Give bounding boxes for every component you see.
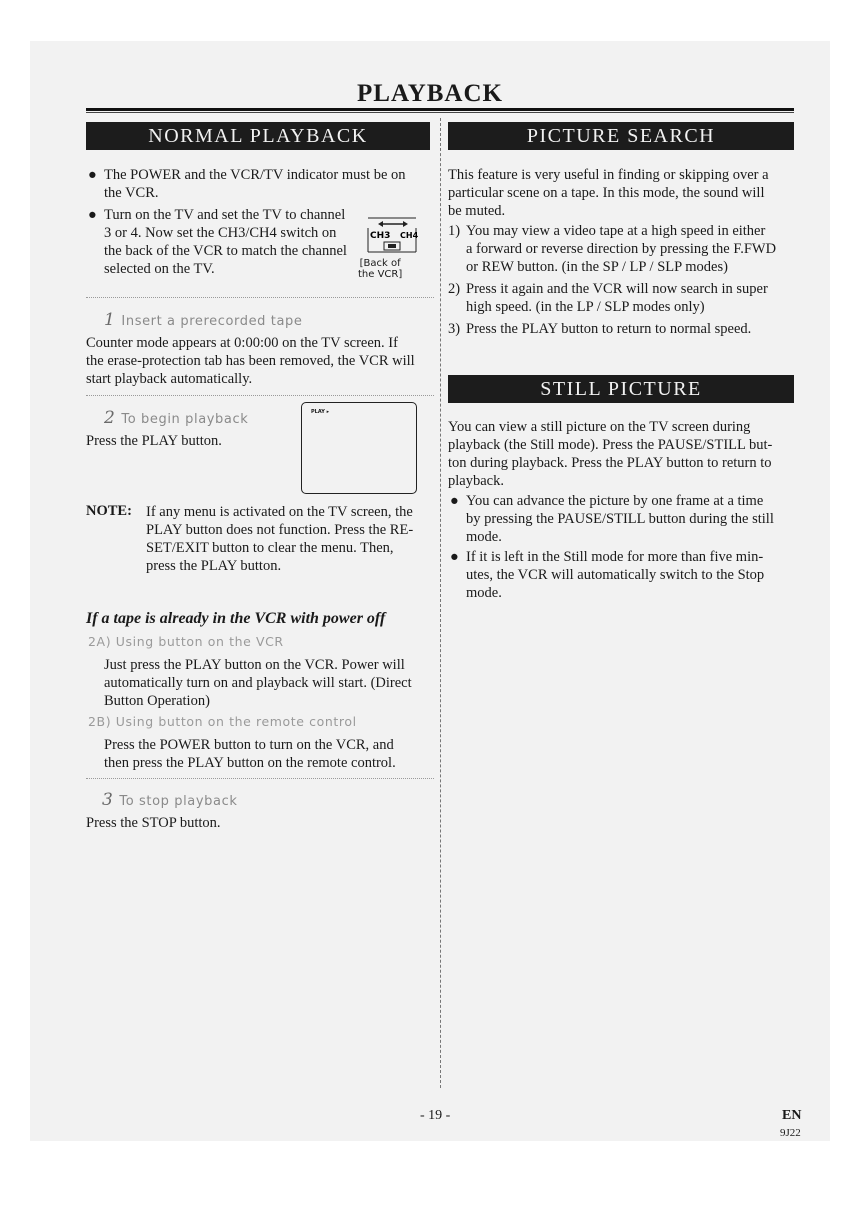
normal-playback-header: NORMAL PLAYBACK bbox=[86, 122, 430, 150]
list-item: 3) Press the PLAY button to return to normal speed. bbox=[448, 321, 752, 337]
step-2-text: Press the PLAY button. bbox=[86, 433, 222, 449]
list-item: ● If it is left in the Still mode for more than five min- utes, the VCR will automatically switch to the Stop mode. bbox=[450, 549, 765, 601]
substep-2b-heading: 2B) Using button on the remote control bbox=[88, 714, 357, 729]
list-item: ● The POWER and the VCR/TV indicator must be on the VCR. bbox=[88, 167, 406, 201]
list-item: 2) Press it again and the VCR will now search in super high speed. (in the LP / SLP modes only) bbox=[448, 281, 768, 315]
substep-2a-text: Just press the PLAY button on the VCR. Power will automatically turn on and playback will start. (Direct Button Operation) bbox=[104, 657, 412, 709]
power-off-heading: If a tape is already in the VCR with power off bbox=[86, 610, 386, 627]
still-picture-intro: You can view a still picture on the TV screen during playback (the Still mode). Press the PAUSE/STILL but- ton during playback. Press the PLAY button to return to playback. bbox=[448, 419, 773, 489]
bullet-icon: ● bbox=[88, 167, 97, 183]
note-text: If any menu is activated on the TV screen, the PLAY button does not function. Press the RE- SET/EXIT button to clear the menu. Then, press the PLAY button. bbox=[146, 504, 414, 574]
dotted-divider bbox=[86, 778, 434, 779]
bullet-icon: ● bbox=[450, 549, 459, 565]
bullet-icon: ● bbox=[88, 207, 97, 223]
ch4-label: CH4 bbox=[400, 231, 418, 240]
step-1-heading: 1 Insert a prerecorded tape bbox=[104, 310, 303, 330]
step-3-heading: 3 To stop playback bbox=[102, 790, 238, 810]
title-rule bbox=[86, 108, 794, 111]
substep-2a-heading: 2A) Using button on the VCR bbox=[88, 634, 284, 649]
language-code: EN bbox=[782, 1108, 802, 1123]
list-item: 1) You may view a video tape at a high speed in either a forward or reverse direction by pressing the F.FWD or REW button. (in the SP / LP / SLP modes) bbox=[448, 223, 777, 275]
bullet-icon: ● bbox=[450, 493, 459, 509]
column-divider bbox=[440, 118, 441, 1088]
substep-2b-text: Press the POWER button to turn on the VCR, and then press the PLAY button on the remote control. bbox=[104, 737, 396, 771]
dotted-divider bbox=[86, 395, 434, 396]
ch3-label: CH3 bbox=[370, 231, 391, 241]
picture-search-intro: This feature is very useful in finding or skipping over a particular scene on a tape. In this mode, the sound will be muted. bbox=[448, 167, 769, 219]
note-label: NOTE: bbox=[86, 503, 132, 519]
dotted-divider bbox=[86, 297, 434, 298]
tv-screen-illustration bbox=[301, 402, 417, 494]
picture-search-header: PICTURE SEARCH bbox=[448, 122, 794, 150]
list-item: ● You can advance the picture by one frame at a time by pressing the PAUSE/STILL button during the still mode. bbox=[450, 493, 774, 545]
document-code: 9J22 bbox=[780, 1127, 801, 1139]
title-rule-thin bbox=[86, 112, 794, 113]
tv-screen-label: PLAY ▸ bbox=[311, 409, 330, 415]
step-2-heading: 2 To begin playback bbox=[104, 408, 249, 428]
ch3-ch4-switch-diagram bbox=[366, 216, 418, 254]
switch-caption: [Back of the VCR] bbox=[358, 258, 403, 280]
list-item: ● Turn on the TV and set the TV to channel 3 or 4. Now set the CH3/CH4 switch on the back of the VCR to match the channel selected on the TV. bbox=[88, 207, 347, 277]
still-picture-header: STILL PICTURE bbox=[448, 375, 794, 403]
page-title: PLAYBACK bbox=[357, 80, 503, 107]
page-number: - 19 - bbox=[420, 1108, 451, 1123]
step-1-text: Counter mode appears at 0:00:00 on the TV screen. If the erase-protection tab has been removed, the VCR will start playback automatically. bbox=[86, 335, 415, 387]
step-3-text: Press the STOP button. bbox=[86, 815, 221, 831]
